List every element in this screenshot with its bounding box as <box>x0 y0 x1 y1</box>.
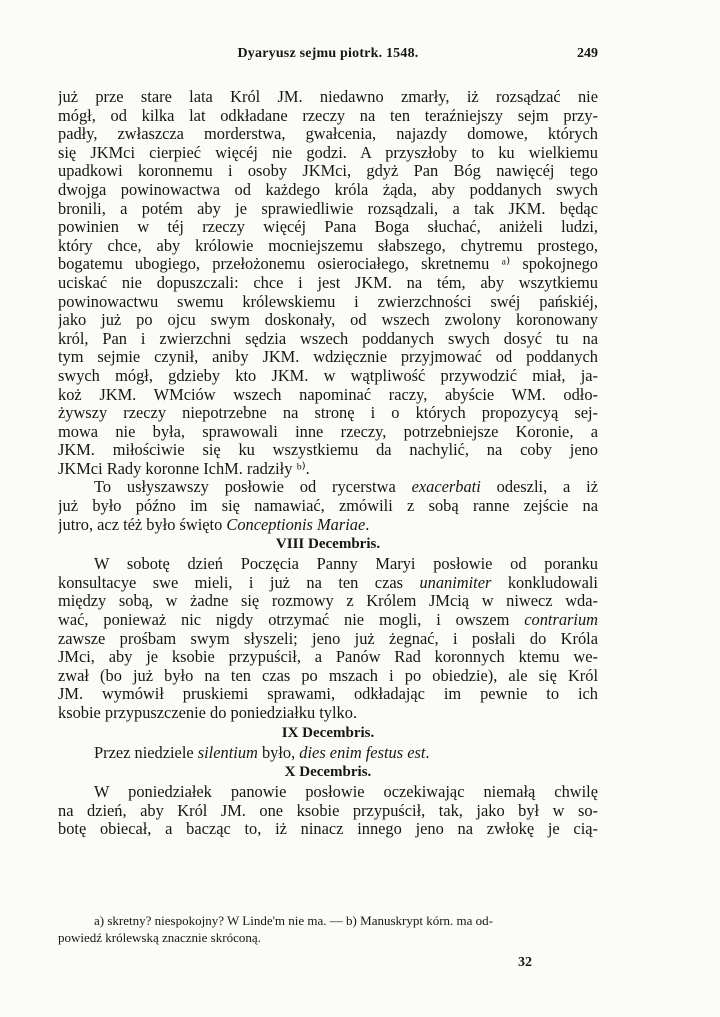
text-line: W sobotę dzień Poczęcia Panny Maryi posłowie od poranku <box>94 555 598 574</box>
running-title: Dyaryusz sejmu piotrk. 1548. <box>237 46 419 61</box>
text-line: bronili, a potém aby je sprawiedliwie rozsądzali, a tak JKM. będąc <box>58 199 598 218</box>
text-line: JMci, aby je ksobie przypuścił, a Panów Rad koronnych ktemu we- <box>58 648 598 667</box>
text-line: jutro, acz téż było święto Conceptionis Mariae. <box>58 515 370 534</box>
text-line: powinien w téj rzeczy więcéj Pana Boga słuchać, aniżeli ludzi, <box>58 218 598 237</box>
footnote-line: a) skretny? niespokojny? W Linde'm nie ma. — b) Manuskrypt kórn. ma od- <box>94 913 494 928</box>
footnotes <box>58 912 598 946</box>
text-line: zwał (bo już było na ten czas po mszach i po obiedzie), ale się Król <box>58 666 598 685</box>
text-line: mógł, od kilka lat odkładane rzeczy na ten teraźniejszy sejm przy- <box>58 106 598 125</box>
text-line: JM. wymówił pruskiemi sprawami, odkładając im pewnie to ich <box>58 685 598 704</box>
latin-phrase: silentium <box>197 743 258 762</box>
text-line: powinowactwu swemu królewskiemu i zwierzchności swéj pańskiéj, <box>58 292 598 311</box>
latin-phrase: unanimiter <box>419 573 492 592</box>
text-line: zawsze prośbam swym słyszeli; jeno już żegnać, i posłali do Króla <box>58 629 598 648</box>
text-line: upadkowi koronnemu i osoby JKMci, gdyż Pan Bóg nawięcéj tego <box>58 162 598 181</box>
latin-phrase: contrarium <box>524 611 598 630</box>
text-line: Przez niedziele silentium było, dies enim festus est. <box>94 743 430 762</box>
text-line: koż JKM. WMciów wszech napominać raczy, abyście WM. odło- <box>58 385 598 404</box>
text-line: swych mógł, gdzieby kto JKM. w wątpliwość przywodzić miał, ja- <box>58 366 598 385</box>
text-line: żywszy rzeczy niepotrzebne na stronę i o których propozycyą sej- <box>58 404 598 423</box>
latin-phrase: exacerbati <box>411 478 481 497</box>
text-line: między sobą, w żadne się rozmowy z Królem JMcią w niwecz wda- <box>58 592 598 611</box>
date-heading: VIII Decembris. <box>275 536 381 553</box>
text-line: JKM. miłościwie się ku wszystkiemu da nachylić, na coby jeno <box>58 441 598 460</box>
text-line: To usłyszawszy posłowie od rycerstwa exacerbati odeszli, a iż <box>94 478 598 497</box>
page-number: 249 <box>577 46 598 61</box>
body-text <box>58 88 598 839</box>
text-line: już prze stare lata Król JM. niedawno zmarły, iż rozsądzać nie <box>58 88 598 106</box>
latin-phrase: Conceptionis Mariae <box>226 515 366 534</box>
text-line: król, Pan i zwierzchni sędzia wszech poddanych swych dosyć tu na <box>58 329 598 348</box>
date-heading: IX Decembris. <box>281 724 375 741</box>
text-line: uciskać nie dopuszczali: chce i jest JKM. na tém, aby wszytkiemu <box>58 273 598 292</box>
text-line: się JKMci cierpieć więcéj nie godzi. A przyszłoby to ku wielkiemu <box>58 143 598 162</box>
text-line: który chce, aby królowie mocniejszemu słabszego, chytremu prostego, <box>58 236 598 255</box>
text-line: jako już po ojcu swym doskonały, od wszech zwolony koronowany <box>58 311 598 330</box>
text-line: na dzień, aby Król JM. one ksobie przypuścił, tak, jako był w so- <box>58 801 598 820</box>
text-line: JKMci Rady koronne IchM. radziły ᵇ⁾. <box>58 459 310 478</box>
latin-phrase: dies enim festus est <box>299 743 426 762</box>
text-line: mowa nie była, sprawowali inne rzeczy, potrzebniejsze Koronie, a <box>58 422 598 441</box>
printer-signature-mark: 32 <box>518 955 532 970</box>
text-line: ksobie przypuszczenie do poniedziałku tylko. <box>58 704 358 722</box>
text-line: konsultacye swe mieli, i już na ten czas unanimiter konkludowali <box>58 573 598 592</box>
text-line: W poniedziałek panowie posłowie oczekiwając niemałą chwilę <box>94 783 598 802</box>
text-line: padły, zwłaszcza morderstwa, gwałcenia, najazdy domowe, których <box>58 125 598 144</box>
text-line: już było późno im się namawiać, zmówili z sobą ranne zejście na <box>58 497 598 516</box>
footnote-line: powiedź królewską znacznie skróconą. <box>58 930 261 945</box>
text-line: tym sejmie czynił, aniby JKM. wdzięcznie przyjmować od poddanych <box>58 348 598 367</box>
text-line: wać, ponieważ nic nigdy otrzymać nie mogli, i owszem contrarium <box>58 611 598 630</box>
text-line: dwojga powinowactwa od każdego króla żąda, aby poddanych swych <box>58 180 598 199</box>
page-header <box>58 46 598 68</box>
date-heading: X Decembris. <box>284 764 372 781</box>
text-line: bogatemu ubogiego, przełożonemu osierociałego, skretnemu ᵃ⁾ spokojnego <box>58 255 598 274</box>
text-line: botę obiecał, a bacząc to, iż ninacz innego jeno na zwłokę je cią- <box>58 820 598 839</box>
